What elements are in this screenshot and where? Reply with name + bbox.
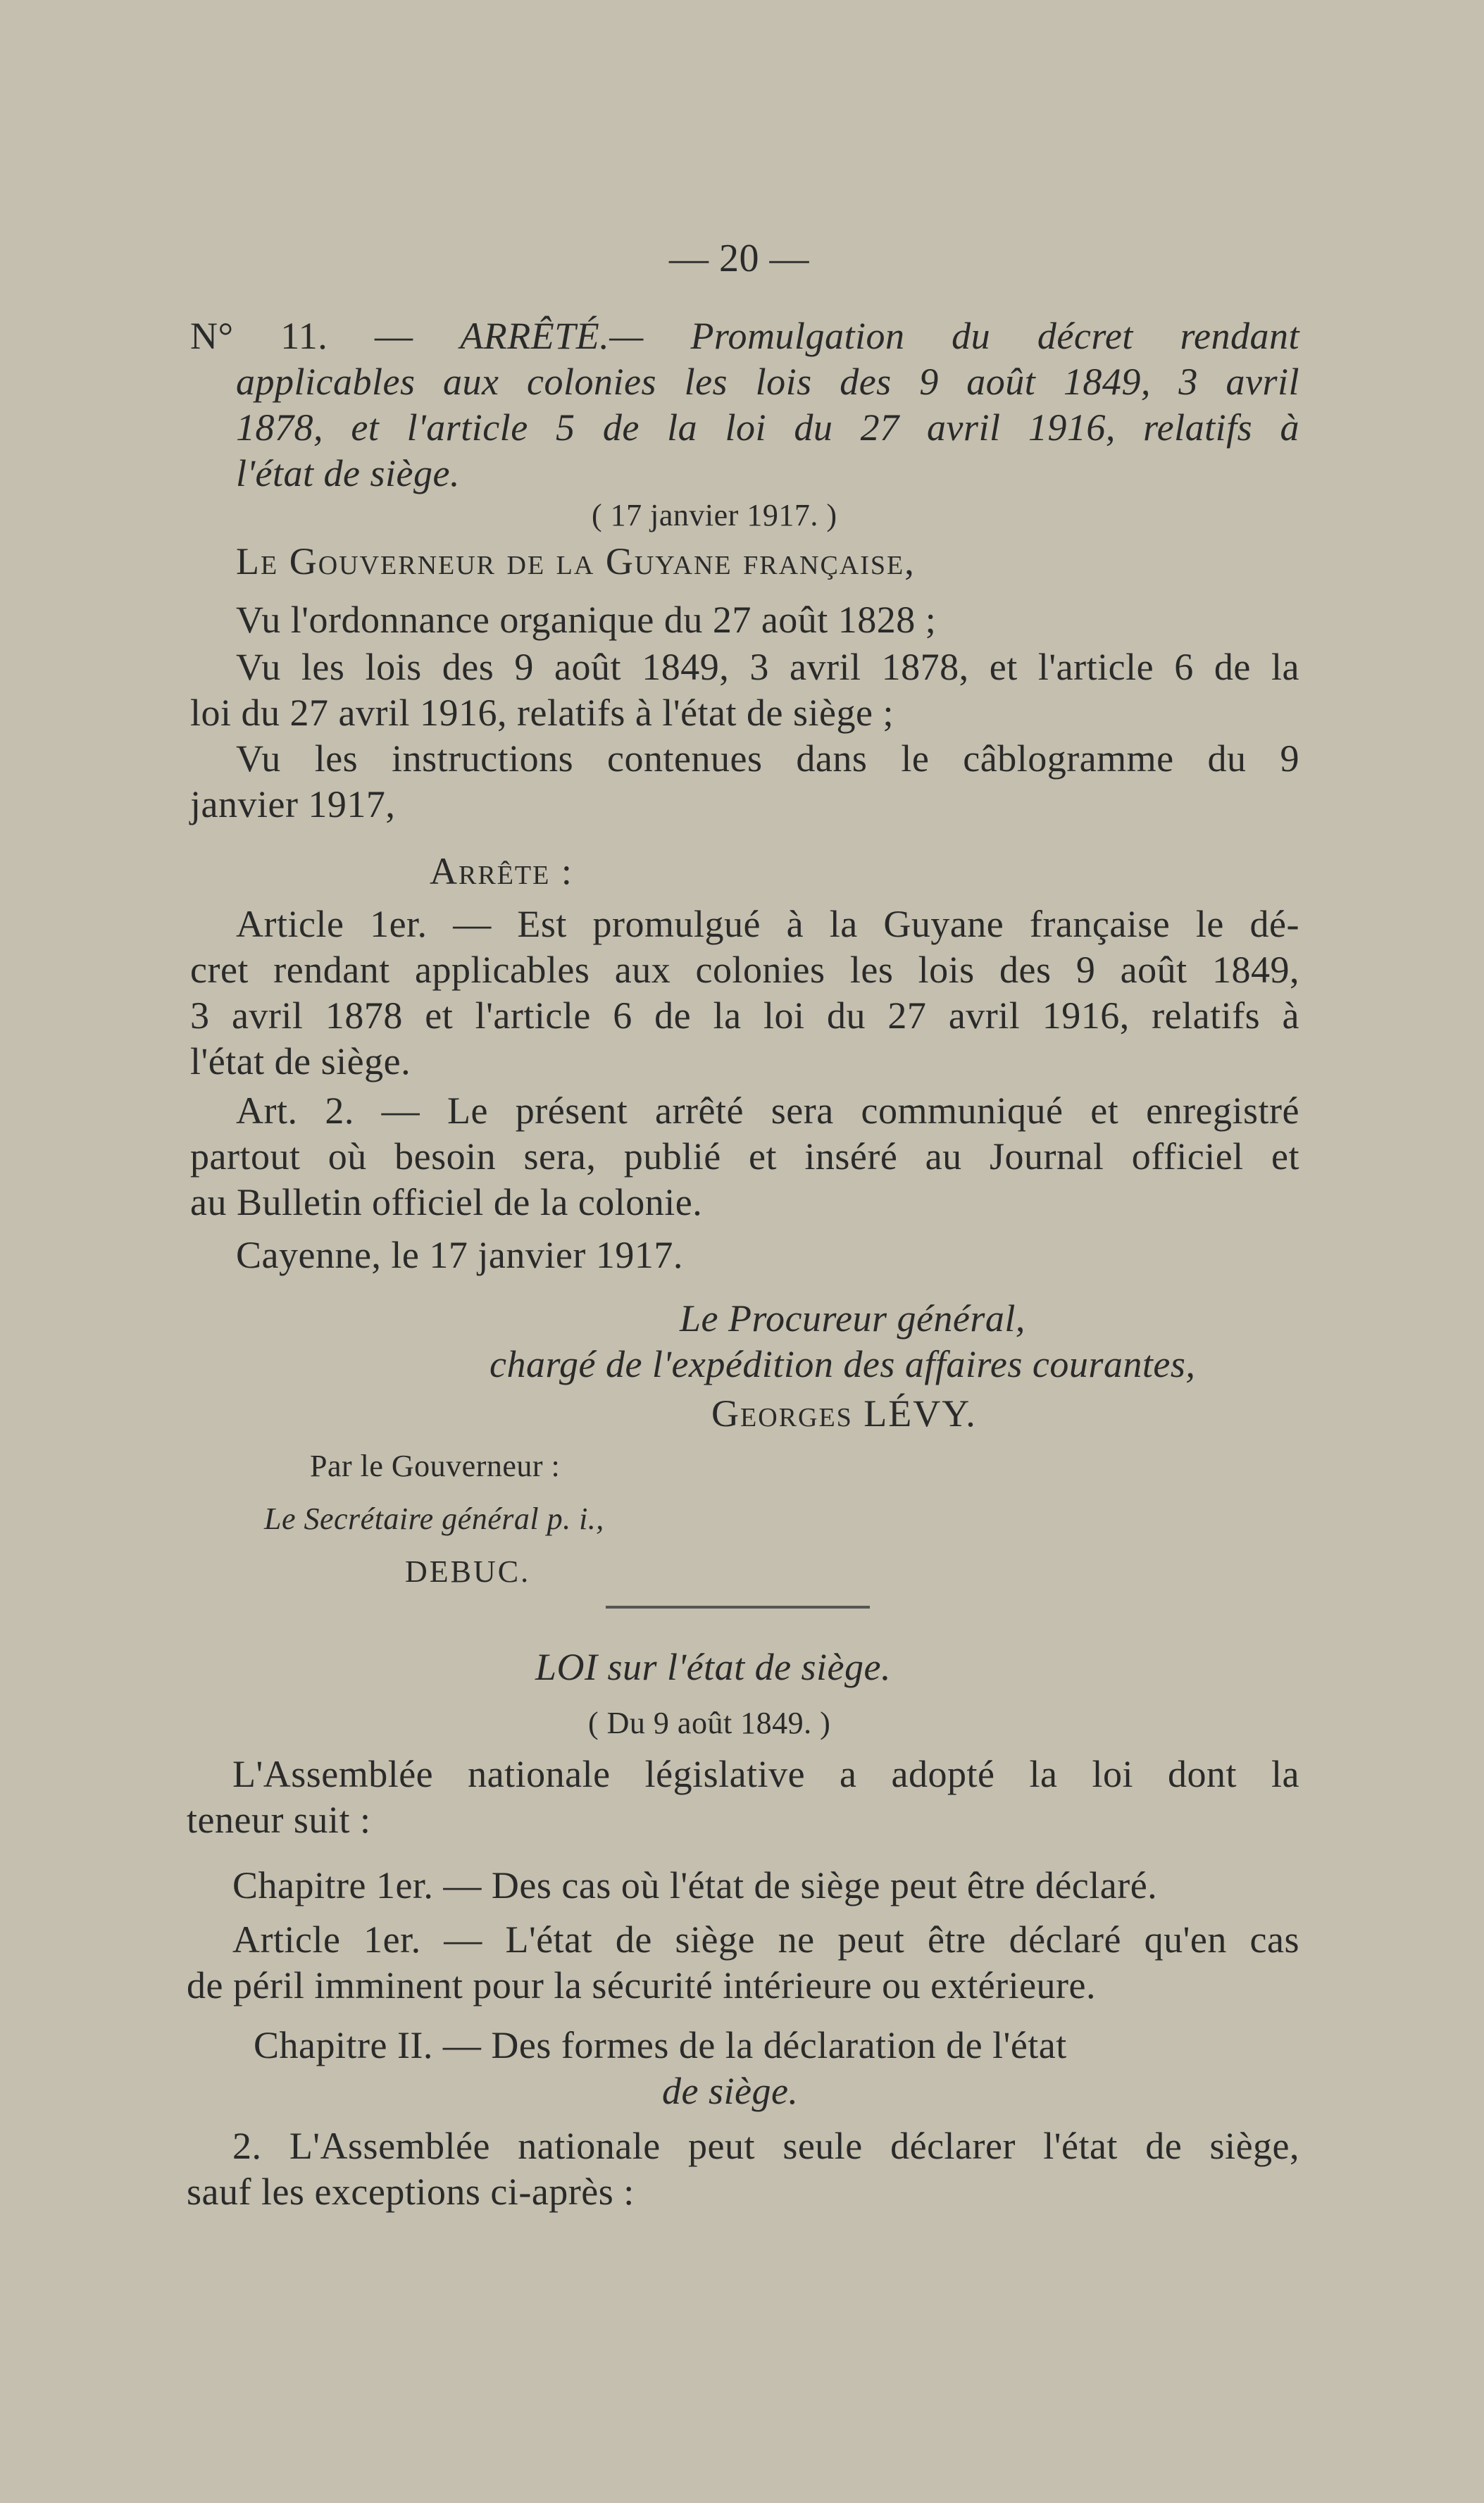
arrete-number: N° 11. — — [190, 315, 461, 357]
vu-line-1: Vu l'ordonnance organique du 27 août 1828 ; — [236, 599, 937, 641]
vu-line-3b: janvier 1917, — [190, 783, 396, 825]
loi-article-2-line-2: sauf les exceptions ci-après : — [187, 2171, 635, 2213]
page-number: — 20 — — [669, 237, 809, 280]
arrete-heading-line-3: 1878, et l'article 5 de la loi du 27 avril 1916, relatifs à — [236, 406, 1299, 449]
arrete-heading-line-4: l'état de siège. — [236, 452, 460, 494]
signature-name: Georges LÉVY. — [711, 1392, 977, 1435]
loi-intro-line-2: teneur suit : — [187, 1799, 371, 1841]
place-date: Cayenne, le 17 janvier 1917. — [236, 1234, 683, 1276]
article-1-line-2: cret rendant applicables aux colonies les lois des 9 août 1849, — [190, 949, 1299, 991]
loi-intro-line-1: L'Assemblée nationale législative a adopté la loi dont la — [232, 1753, 1299, 1795]
arrete-title: ARRÊTÉ.— Promulgation du décret rendant — [460, 315, 1299, 357]
signature-subtitle: chargé de l'expédition des affaires courantes, — [490, 1343, 1196, 1385]
arrete-label: Arrête : — [430, 850, 573, 892]
loi-article-1-line-1: Article 1er. — L'état de siège ne peut être déclaré qu'en cas — [232, 1918, 1299, 1961]
par-le-gouverneur: Par le Gouverneur : — [310, 1449, 561, 1483]
loi-article-2-line-1: 2. L'Assemblée nationale peut seule déclarer l'état de siège, — [232, 2125, 1299, 2167]
chapitre-2-line-2: de siège. — [662, 2070, 799, 2112]
arrete-heading-line-2: applicables aux colonies les lois des 9 août 1849, 3 avril — [236, 361, 1299, 403]
article-2-line-3: au Bulletin officiel de la colonie. — [190, 1181, 703, 1223]
debuc-signature: DEBUC. — [405, 1554, 531, 1589]
section-divider — [606, 1606, 870, 1609]
arrete-date: ( 17 janvier 1917. ) — [592, 498, 837, 532]
article-1-line-4: l'état de siège. — [190, 1040, 411, 1082]
signature-title: Le Procureur général, — [680, 1297, 1025, 1340]
article-2-line-2: partout où besoin sera, publié et inséré au Journal officiel et — [190, 1135, 1299, 1178]
vu-line-2a: Vu les lois des 9 août 1849, 3 avril 1878, et l'article 6 de la — [236, 646, 1299, 688]
vu-line-3a: Vu les instructions contenues dans le câblogramme du 9 — [236, 737, 1299, 780]
loi-date: ( Du 9 août 1849. ) — [588, 1706, 831, 1740]
chapitre-2-line-1: Chapitre II. — Des formes de la déclaration de l'état — [254, 2024, 1067, 2066]
arrete-heading-line-1 — [190, 313, 1299, 358]
chapitre-1: Chapitre 1er. — Des cas où l'état de siège peut être déclaré. — [232, 1864, 1158, 1906]
loi-title: LOI sur l'état de siège. — [535, 1646, 891, 1688]
article-1-line-1: Article 1er. — Est promulgué à la Guyane française le dé- — [236, 903, 1299, 945]
gouverneur-line: Le Gouverneur de la Guyane française, — [236, 540, 916, 582]
loi-article-1-line-2: de péril imminent pour la sécurité intérieure ou extérieure. — [187, 1964, 1096, 2006]
vu-line-2b: loi du 27 avril 1916, relatifs à l'état de siège ; — [190, 692, 894, 734]
secretaire-general: Le Secrétaire général p. i., — [264, 1502, 604, 1536]
article-1-line-3: 3 avril 1878 et l'article 6 de la loi du 27 avril 1916, relatifs à — [190, 994, 1299, 1037]
article-2-line-1: Art. 2. — Le présent arrêté sera communiqué et enregistré — [236, 1090, 1299, 1132]
